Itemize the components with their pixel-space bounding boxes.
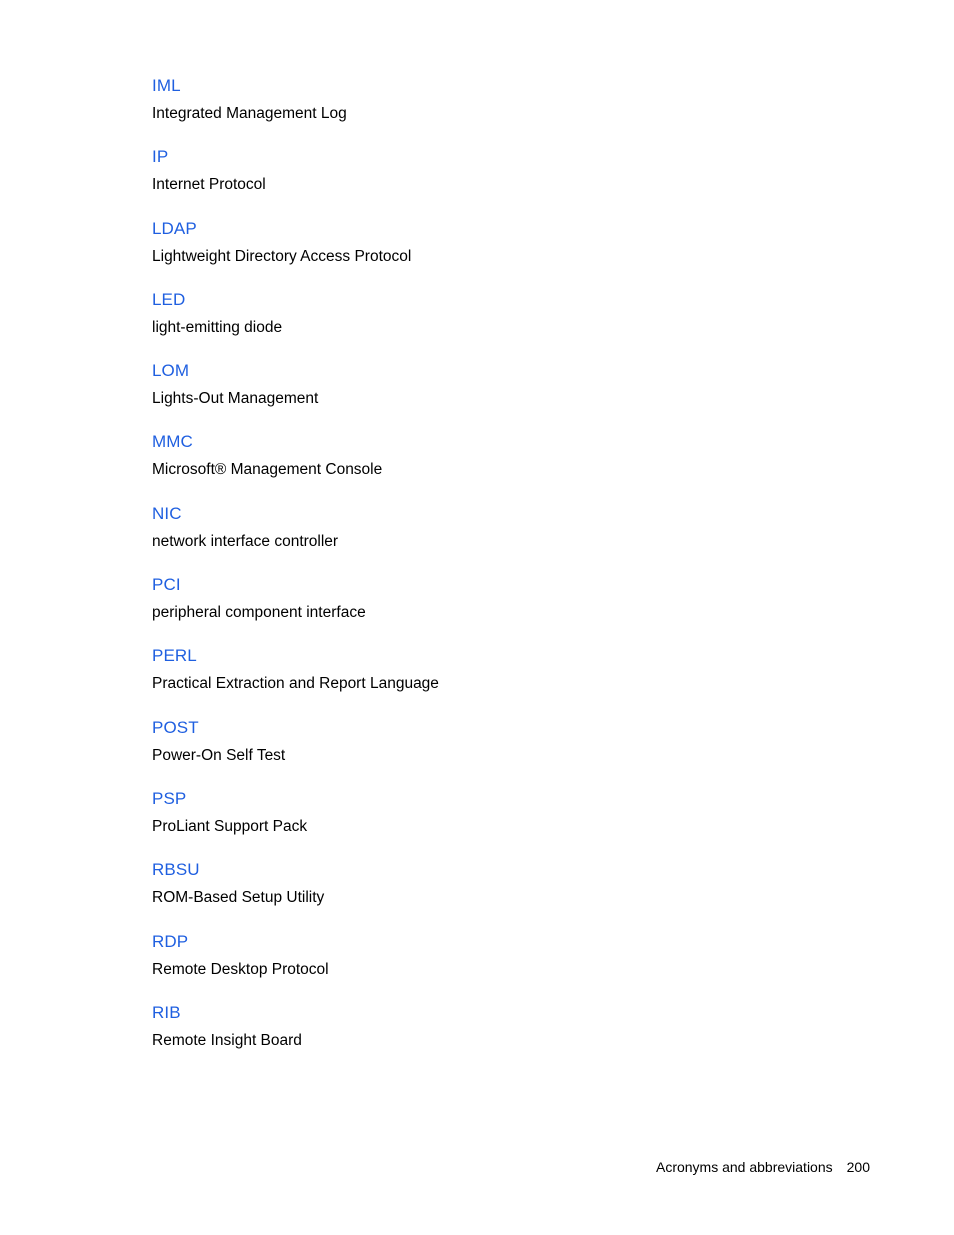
glossary-entry [152,359,852,430]
term-definition: Remote Insight Board [152,1031,302,1049]
footer-section-title: Acronyms and abbreviations [655,1159,833,1175]
glossary-entry [152,644,852,715]
glossary-entry [152,930,852,1001]
term-link[interactable]: RBSU [152,860,200,880]
term-definition: Integrated Management Log [152,105,347,122]
glossary-entry [152,1001,852,1072]
term-link[interactable]: PERL [152,646,197,666]
term-definition: ROM-Based Setup Utility [152,889,325,907]
term-link[interactable]: RDP [152,931,189,951]
glossary-entry [152,145,852,216]
term-link[interactable]: RIB [152,1002,181,1022]
glossary-entry [152,74,852,145]
term-definition: network interface controller [152,532,339,550]
glossary-entry [152,430,852,501]
term-link[interactable]: PCI [152,575,181,595]
term-link[interactable]: LOM [152,361,190,381]
term-definition: Microsoft® Management Console [152,461,383,479]
glossary-entry [152,573,852,644]
glossary-entry [152,858,852,929]
term-link[interactable]: IP [152,147,169,167]
term-link[interactable]: LDAP [152,218,197,238]
term-definition: Lights-Out Management [152,390,319,408]
term-link[interactable]: MMC [152,432,193,452]
term-definition: ProLiant Support Pack [152,817,308,835]
term-definition: Internet Protocol [152,176,266,194]
page-footer [656,1157,870,1177]
glossary-entry [152,288,852,359]
term-definition: Power-On Self Test [152,746,286,764]
term-definition: Practical Extraction and Report Language [152,675,439,693]
term-link[interactable]: PSP [152,788,187,808]
glossary-entry [152,502,852,573]
term-definition: light-emitting diode [152,318,283,336]
glossary-entry [152,787,852,858]
term-link[interactable]: IML [152,76,181,95]
term-link[interactable]: NIC [152,503,182,523]
term-definition: peripheral component interface [152,604,366,622]
term-definition: Remote Desktop Protocol [152,960,329,978]
term-definition: Lightweight Directory Access Protocol [152,247,412,265]
glossary-entry [152,716,852,787]
page-number: 200 [846,1159,870,1175]
glossary-list [152,74,852,1072]
term-link[interactable]: POST [152,717,199,737]
term-link[interactable]: LED [152,289,186,309]
glossary-entry [152,217,852,288]
